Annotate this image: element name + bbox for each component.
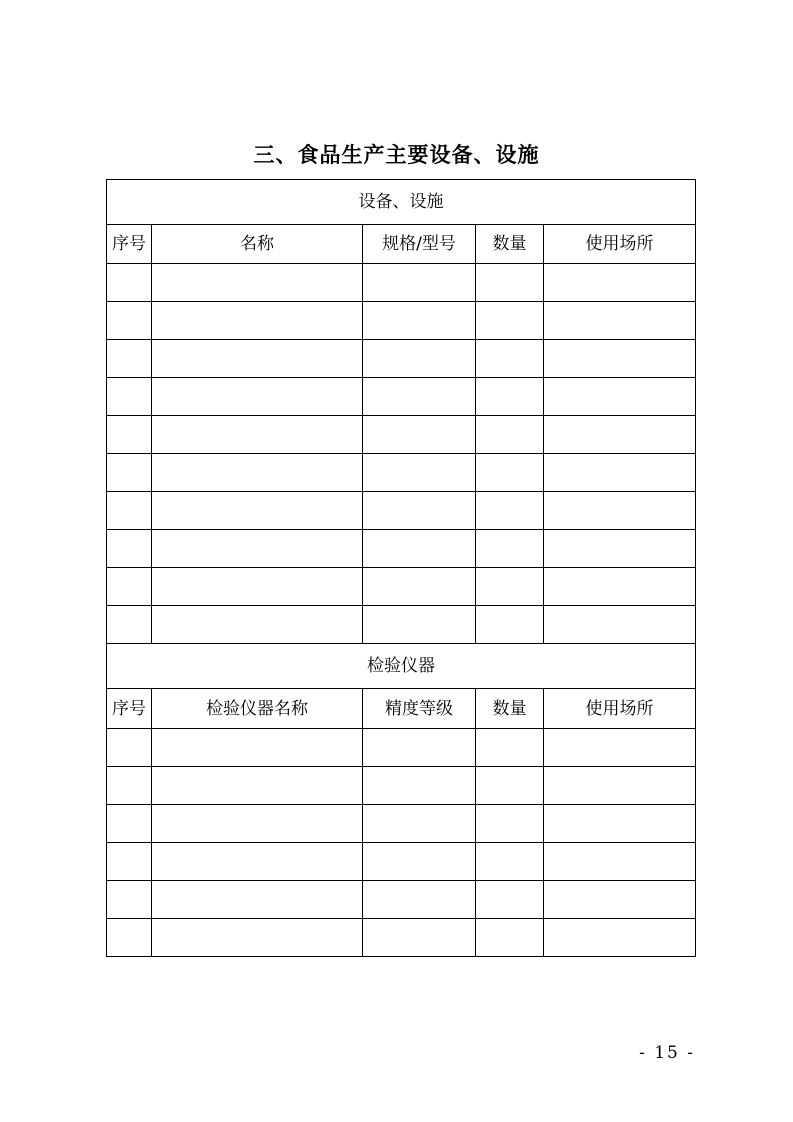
equipment-name-cell[interactable] [152, 568, 363, 606]
instruments-seq-cell[interactable] [107, 881, 152, 919]
instruments-row [107, 919, 696, 957]
instruments-header-row [107, 689, 696, 729]
equipment-seq-cell[interactable] [107, 606, 152, 644]
equipment-name-cell[interactable] [152, 340, 363, 378]
equipment-qty-cell[interactable] [476, 302, 544, 340]
equipment-qty-cell[interactable] [476, 454, 544, 492]
equipment-seq-cell[interactable] [107, 454, 152, 492]
instruments-name-cell[interactable] [152, 881, 363, 919]
instruments-section-label: 检验仪器 [107, 644, 696, 689]
equipment-row [107, 568, 696, 606]
instruments-header-place: 使用场所 [544, 689, 696, 729]
equipment-spec-cell[interactable] [363, 454, 476, 492]
equipment-spec-cell[interactable] [363, 568, 476, 606]
equipment-qty-cell[interactable] [476, 492, 544, 530]
equipment-qty-cell[interactable] [476, 340, 544, 378]
equipment-table [106, 179, 696, 957]
equipment-place-cell[interactable] [544, 454, 696, 492]
instruments-header-qty: 数量 [476, 689, 544, 729]
instruments-place-cell[interactable] [544, 919, 696, 957]
instruments-row [107, 729, 696, 767]
equipment-qty-cell[interactable] [476, 568, 544, 606]
equipment-row [107, 416, 696, 454]
instruments-place-cell[interactable] [544, 729, 696, 767]
equipment-seq-cell[interactable] [107, 492, 152, 530]
instruments-header-precision: 精度等级 [363, 689, 476, 729]
equipment-qty-cell[interactable] [476, 378, 544, 416]
equipment-name-cell[interactable] [152, 378, 363, 416]
instruments-row [107, 881, 696, 919]
equipment-name-cell[interactable] [152, 606, 363, 644]
header-seq: 序号 [107, 225, 152, 264]
instruments-spec-cell[interactable] [363, 729, 476, 767]
page-number: - 15 - [639, 1043, 695, 1063]
equipment-seq-cell[interactable] [107, 302, 152, 340]
equipment-place-cell[interactable] [544, 302, 696, 340]
instruments-row [107, 767, 696, 805]
equipment-place-cell[interactable] [544, 340, 696, 378]
instruments-spec-cell[interactable] [363, 881, 476, 919]
instruments-place-cell[interactable] [544, 881, 696, 919]
equipment-row [107, 378, 696, 416]
equipment-row [107, 302, 696, 340]
header-place: 使用场所 [544, 225, 696, 264]
instruments-seq-cell[interactable] [107, 729, 152, 767]
equipment-place-cell[interactable] [544, 492, 696, 530]
header-spec: 规格/型号 [363, 225, 476, 264]
instruments-qty-cell[interactable] [476, 805, 544, 843]
equipment-name-cell[interactable] [152, 530, 363, 568]
equipment-name-cell[interactable] [152, 492, 363, 530]
equipment-row [107, 454, 696, 492]
equipment-place-cell[interactable] [544, 378, 696, 416]
instruments-spec-cell[interactable] [363, 805, 476, 843]
equipment-name-cell[interactable] [152, 416, 363, 454]
instruments-name-cell[interactable] [152, 805, 363, 843]
page-title: 三、食品生产主要设备、设施 [253, 143, 540, 167]
instruments-spec-cell[interactable] [363, 843, 476, 881]
instruments-seq-cell[interactable] [107, 805, 152, 843]
instruments-spec-cell[interactable] [363, 767, 476, 805]
equipment-section-label: 设备、设施 [107, 180, 696, 225]
instruments-qty-cell[interactable] [476, 843, 544, 881]
instruments-row [107, 805, 696, 843]
equipment-spec-cell[interactable] [363, 416, 476, 454]
equipment-row [107, 492, 696, 530]
equipment-seq-cell[interactable] [107, 340, 152, 378]
instruments-place-cell[interactable] [544, 805, 696, 843]
instruments-qty-cell[interactable] [476, 881, 544, 919]
instruments-seq-cell[interactable] [107, 767, 152, 805]
equipment-row [107, 340, 696, 378]
equipment-spec-cell[interactable] [363, 606, 476, 644]
instruments-name-cell[interactable] [152, 767, 363, 805]
instruments-header-instrument-name: 检验仪器名称 [152, 689, 363, 729]
equipment-spec-cell[interactable] [363, 302, 476, 340]
equipment-place-cell[interactable] [544, 416, 696, 454]
instruments-qty-cell[interactable] [476, 767, 544, 805]
instruments-name-cell[interactable] [152, 843, 363, 881]
instruments-header-seq: 序号 [107, 689, 152, 729]
equipment-spec-cell[interactable] [363, 340, 476, 378]
instruments-name-cell[interactable] [152, 729, 363, 767]
equipment-row [107, 606, 696, 644]
instruments-qty-cell[interactable] [476, 919, 544, 957]
equipment-qty-cell[interactable] [476, 264, 544, 302]
equipment-seq-cell[interactable] [107, 568, 152, 606]
header-qty: 数量 [476, 225, 544, 264]
equipment-name-cell[interactable] [152, 264, 363, 302]
equipment-spec-cell[interactable] [363, 378, 476, 416]
instruments-place-cell[interactable] [544, 767, 696, 805]
equipment-place-cell[interactable] [544, 568, 696, 606]
equipment-place-cell[interactable] [544, 530, 696, 568]
equipment-seq-cell[interactable] [107, 530, 152, 568]
instruments-qty-cell[interactable] [476, 729, 544, 767]
equipment-seq-cell[interactable] [107, 264, 152, 302]
equipment-place-cell[interactable] [544, 606, 696, 644]
equipment-row [107, 530, 696, 568]
instruments-place-cell[interactable] [544, 843, 696, 881]
equipment-qty-cell[interactable] [476, 416, 544, 454]
equipment-seq-cell[interactable] [107, 378, 152, 416]
instruments-row [107, 843, 696, 881]
equipment-qty-cell[interactable] [476, 530, 544, 568]
equipment-spec-cell[interactable] [363, 530, 476, 568]
equipment-section-row [107, 180, 696, 225]
header-name: 名称 [152, 225, 363, 264]
equipment-name-cell[interactable] [152, 454, 363, 492]
equipment-name-cell[interactable] [152, 302, 363, 340]
equipment-place-cell[interactable] [544, 264, 696, 302]
equipment-spec-cell[interactable] [363, 492, 476, 530]
instruments-name-cell[interactable] [152, 919, 363, 957]
equipment-qty-cell[interactable] [476, 606, 544, 644]
equipment-row [107, 264, 696, 302]
equipment-header-row [107, 225, 696, 264]
instruments-spec-cell[interactable] [363, 919, 476, 957]
instruments-seq-cell[interactable] [107, 919, 152, 957]
instruments-seq-cell[interactable] [107, 843, 152, 881]
instruments-section-row [107, 644, 696, 689]
equipment-spec-cell[interactable] [363, 264, 476, 302]
equipment-seq-cell[interactable] [107, 416, 152, 454]
